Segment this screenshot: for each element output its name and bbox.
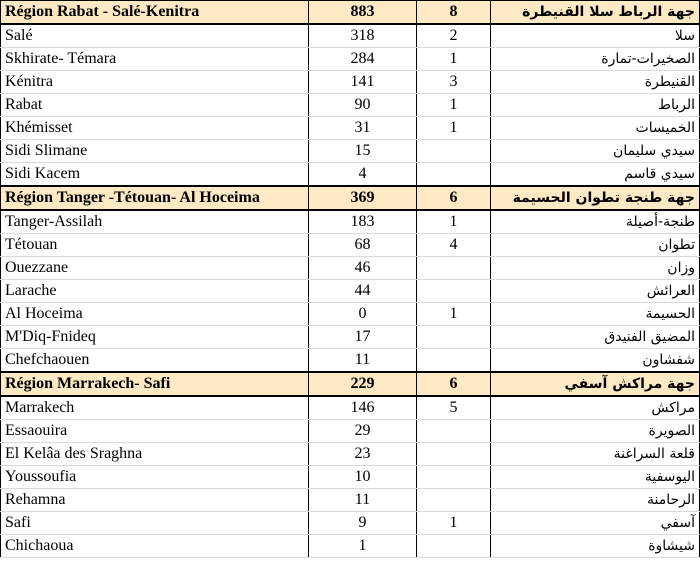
city-name-fr: Chefchaouen: [1, 349, 309, 373]
city-name-fr: Marrakech: [1, 396, 309, 420]
region-header-row: [1, 1, 700, 25]
city-count: [417, 140, 491, 163]
city-name-fr: Tétouan: [1, 234, 309, 257]
region-count: 6: [417, 186, 491, 210]
table-row: [1, 234, 700, 257]
city-count: [417, 349, 491, 373]
city-name-fr: Skhirate- Témara: [1, 48, 309, 71]
region-name-ar: جهة طنجة تطوان الحسيمة: [491, 186, 700, 210]
city-name-ar: اليوسفية: [491, 466, 700, 489]
city-count: [417, 466, 491, 489]
city-name-fr: Sidi Slimane: [1, 140, 309, 163]
city-name-ar: المضيق الفنيدق: [491, 326, 700, 349]
city-total: 11: [309, 489, 417, 512]
city-name-fr: Essaouira: [1, 420, 309, 443]
region-total: 369: [309, 186, 417, 210]
city-count: [417, 326, 491, 349]
city-name-ar: شيشاوة: [491, 535, 700, 558]
region-count: 6: [417, 372, 491, 396]
table-row: [1, 257, 700, 280]
city-count: 1: [417, 117, 491, 140]
city-name-fr: Kénitra: [1, 71, 309, 94]
city-total: 4: [309, 163, 417, 187]
table-row: [1, 349, 700, 373]
city-total: 146: [309, 396, 417, 420]
table-row: [1, 326, 700, 349]
table-row: [1, 280, 700, 303]
city-total: 183: [309, 210, 417, 234]
city-name-ar: القنيطرة: [491, 71, 700, 94]
city-name-fr: Al Hoceima: [1, 303, 309, 326]
table-row: [1, 163, 700, 187]
table-row: [1, 466, 700, 489]
city-name-ar: الصويرة: [491, 420, 700, 443]
city-name-ar: الحسيمة: [491, 303, 700, 326]
city-name-ar: العرائش: [491, 280, 700, 303]
table-row: [1, 140, 700, 163]
city-name-fr: Rehamna: [1, 489, 309, 512]
city-total: 15: [309, 140, 417, 163]
city-name-ar: وزان: [491, 257, 700, 280]
table-row: [1, 512, 700, 535]
region-name-ar: جهة مراكش آسفي: [491, 372, 700, 396]
table-row: [1, 24, 700, 48]
city-count: 3: [417, 71, 491, 94]
region-total: 883: [309, 1, 417, 25]
city-total: 11: [309, 349, 417, 373]
city-count: [417, 489, 491, 512]
city-count: 1: [417, 48, 491, 71]
city-name-ar: الخميسات: [491, 117, 700, 140]
city-total: 0: [309, 303, 417, 326]
region-name-ar: جهة الرباط سلا القنيطرة: [491, 1, 700, 25]
city-name-ar: الصخيرات-تمارة: [491, 48, 700, 71]
city-count: 1: [417, 94, 491, 117]
city-name-ar: الرباط: [491, 94, 700, 117]
city-total: 44: [309, 280, 417, 303]
table-row: [1, 94, 700, 117]
region-header-row: [1, 186, 700, 210]
city-name-fr: Rabat: [1, 94, 309, 117]
table-row: [1, 48, 700, 71]
city-total: 1: [309, 535, 417, 558]
city-count: [417, 163, 491, 187]
region-name-fr: Région Rabat - Salé-Kenitra: [1, 1, 309, 25]
city-count: [417, 535, 491, 558]
city-count: [417, 420, 491, 443]
city-name-fr: Salé: [1, 24, 309, 48]
city-name-fr: Larache: [1, 280, 309, 303]
table-row: [1, 210, 700, 234]
city-total: 68: [309, 234, 417, 257]
city-name-ar: تطوان: [491, 234, 700, 257]
city-count: [417, 443, 491, 466]
city-count: 2: [417, 24, 491, 48]
city-name-fr: Khémisset: [1, 117, 309, 140]
city-name-fr: Sidi Kacem: [1, 163, 309, 187]
city-count: 1: [417, 303, 491, 326]
city-name-ar: طنجة-أصيلة: [491, 210, 700, 234]
city-name-fr: Ouezzane: [1, 257, 309, 280]
table-row: [1, 396, 700, 420]
city-total: 10: [309, 466, 417, 489]
city-count: 5: [417, 396, 491, 420]
city-total: 284: [309, 48, 417, 71]
city-count: 1: [417, 512, 491, 535]
city-name-ar: قلعة السراغنة: [491, 443, 700, 466]
table-row: [1, 443, 700, 466]
table-row: [1, 535, 700, 558]
region-name-fr: Région Tanger -Tétouan- Al Hoceima: [1, 186, 309, 210]
table-row: [1, 71, 700, 94]
table-row: [1, 303, 700, 326]
city-name-ar: مراكش: [491, 396, 700, 420]
table-row: [1, 117, 700, 140]
city-name-fr: Safi: [1, 512, 309, 535]
city-total: 90: [309, 94, 417, 117]
city-name-fr: El Kelâa des Sraghna: [1, 443, 309, 466]
city-count: [417, 280, 491, 303]
city-name-ar: شفشاون: [491, 349, 700, 373]
city-count: 1: [417, 210, 491, 234]
city-total: 29: [309, 420, 417, 443]
city-count: [417, 257, 491, 280]
city-name-fr: Chichaoua: [1, 535, 309, 558]
region-total: 229: [309, 372, 417, 396]
city-total: 141: [309, 71, 417, 94]
city-total: 31: [309, 117, 417, 140]
city-name-ar: سلا: [491, 24, 700, 48]
city-total: 318: [309, 24, 417, 48]
city-count: 4: [417, 234, 491, 257]
region-header-row: [1, 372, 700, 396]
city-name-fr: Tanger-Assilah: [1, 210, 309, 234]
city-name-ar: الرحامنة: [491, 489, 700, 512]
city-name-ar: سيدي قاسم: [491, 163, 700, 187]
region-name-fr: Région Marrakech- Safi: [1, 372, 309, 396]
table-row: [1, 420, 700, 443]
city-name-ar: آسفي: [491, 512, 700, 535]
table-row: [1, 489, 700, 512]
city-total: 17: [309, 326, 417, 349]
city-name-fr: Youssoufia: [1, 466, 309, 489]
city-total: 23: [309, 443, 417, 466]
city-name-fr: M'Diq-Fnideq: [1, 326, 309, 349]
city-name-ar: سيدي سليمان: [491, 140, 700, 163]
city-total: 9: [309, 512, 417, 535]
region-count: 8: [417, 1, 491, 25]
city-total: 46: [309, 257, 417, 280]
